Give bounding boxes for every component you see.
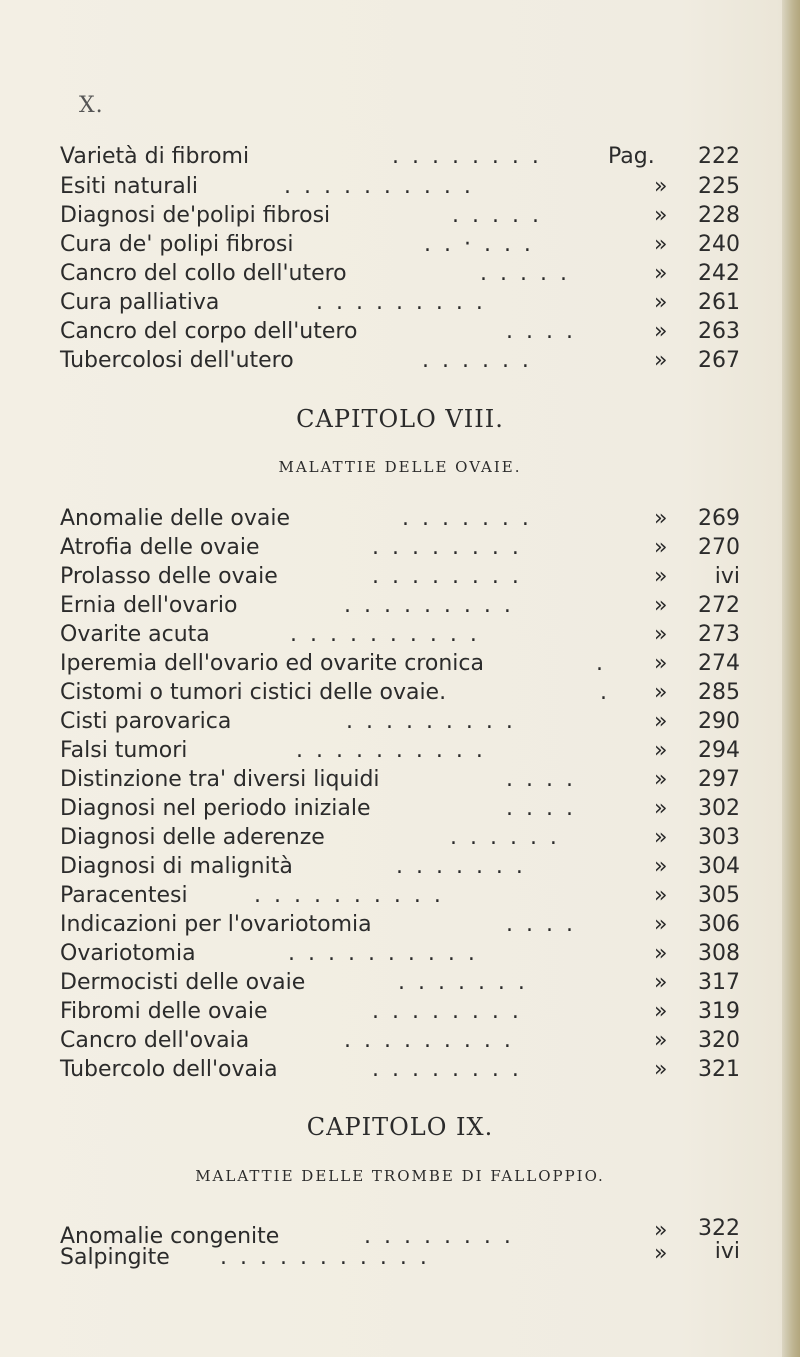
entry-page-number: ivi xyxy=(714,564,740,589)
entry-leader-dots: . . . . . . . . . . xyxy=(284,174,474,199)
entry-page-ref: » xyxy=(654,796,668,821)
entry-page-number: ivi xyxy=(714,1239,740,1264)
toc-entry xyxy=(60,824,740,852)
entry-title: Ovariotomia xyxy=(60,941,196,966)
entry-title: Tubercolosi dell'utero xyxy=(60,348,294,373)
entry-leader-dots: . . . . . . . . xyxy=(372,535,522,560)
entry-page-ref: » xyxy=(654,941,668,966)
toc-entry xyxy=(60,969,740,997)
entry-page-number: 269 xyxy=(698,506,740,531)
toc-entry xyxy=(60,347,740,375)
entry-leader-dots: . . . . . . . . . xyxy=(316,290,486,315)
entry-page-ref: » xyxy=(654,348,668,373)
entry-title: Tubercolo dell'ovaia xyxy=(60,1057,278,1082)
entry-title: Diagnosi delle aderenze xyxy=(60,825,325,850)
entry-title: Cura palliativa xyxy=(60,290,220,315)
entry-leader-dots: . . . . . . . . xyxy=(372,564,522,589)
entry-page-number: 305 xyxy=(698,883,740,908)
entry-page-ref: » xyxy=(654,506,668,531)
toc-entry xyxy=(60,1239,740,1272)
entry-page-number: 270 xyxy=(698,535,740,560)
entry-page-number: 306 xyxy=(698,912,740,937)
toc-entry xyxy=(60,534,740,562)
entry-page-ref: » xyxy=(654,290,668,315)
chapter-subtitle: MALATTIE DELLE TROMBE DI FALLOPPIO. xyxy=(195,1167,605,1185)
entry-page-ref: » xyxy=(654,1057,668,1082)
entry-title: Esiti naturali xyxy=(60,174,198,199)
entry-page-number: 261 xyxy=(698,290,740,315)
entry-leader-dots: . . . . . . . . xyxy=(392,144,542,169)
entry-title: Ovarite acuta xyxy=(60,622,210,647)
entry-page-number: 317 xyxy=(698,970,740,995)
entry-leader-dots: . . . . xyxy=(506,796,576,821)
entry-page-number: 304 xyxy=(698,854,740,879)
entry-title: Cancro dell'ovaia xyxy=(60,1028,250,1053)
entry-title: Falsi tumori xyxy=(60,738,188,763)
entry-title: Paracentesi xyxy=(60,883,188,908)
entry-leader-dots: . . . . . . . . xyxy=(372,1057,522,1082)
entry-page-number: 321 xyxy=(698,1057,740,1082)
toc-entry xyxy=(60,998,740,1026)
entry-page-number: 274 xyxy=(698,651,740,676)
entry-page-ref: » xyxy=(654,319,668,344)
toc-entry xyxy=(60,260,740,288)
entry-title: Ernia dell'ovario xyxy=(60,593,238,618)
toc-entry xyxy=(60,231,740,259)
entry-title: Cura de' polipi fibrosi xyxy=(60,232,294,257)
chapter-heading: CAPITOLO VIII. xyxy=(296,405,504,433)
entry-title: Diagnosi di malignità xyxy=(60,854,293,879)
entry-page-number: 319 xyxy=(698,999,740,1024)
entry-title: Atrofia delle ovaie xyxy=(60,535,260,560)
entry-title: Cistomi o tumori cistici delle ovaie. xyxy=(60,680,447,705)
toc-entry xyxy=(60,592,740,620)
entry-leader-dots: . . · . . . xyxy=(424,232,534,257)
entry-leader-dots: . . . . . . . . . . xyxy=(288,941,478,966)
toc-entry xyxy=(60,318,740,346)
entry-title: Varietà di fibromi xyxy=(60,144,250,169)
entry-page-ref: » xyxy=(654,767,668,792)
entry-title: Cancro del corpo dell'utero xyxy=(60,319,358,344)
entry-page-ref: » xyxy=(654,912,668,937)
toc-entry xyxy=(60,882,740,910)
entry-page-number: 240 xyxy=(698,232,740,257)
entry-page-number: 273 xyxy=(698,622,740,647)
entry-page-ref: » xyxy=(654,261,668,286)
entry-page-ref: » xyxy=(654,203,668,228)
chapter-heading: CAPITOLO IX. xyxy=(306,1113,494,1141)
entry-page-number: 263 xyxy=(698,319,740,344)
entry-leader-dots: . . . . . . . . . . xyxy=(290,622,480,647)
entry-page-ref: » xyxy=(654,999,668,1024)
entry-title: Anomalie delle ovaie xyxy=(60,506,290,531)
toc-entry xyxy=(60,650,740,678)
entry-page-ref: » xyxy=(654,1028,668,1053)
entry-page-ref: » xyxy=(654,1218,668,1243)
entry-leader-dots: . . . . . xyxy=(452,203,542,228)
entry-leader-dots: . . . . xyxy=(506,319,576,344)
entry-leader-dots: . . . . . . . xyxy=(398,970,528,995)
entry-leader-dots: . . . . . . xyxy=(450,825,560,850)
entry-page-ref: » xyxy=(654,970,668,995)
toc-entry xyxy=(60,940,740,968)
page-edge xyxy=(782,0,800,1357)
toc-entry xyxy=(60,911,740,939)
entry-leader-dots: . . . . . . . . . xyxy=(344,593,514,618)
entry-page-number: 294 xyxy=(698,738,740,763)
entry-title: Distinzione tra' diversi liquidi xyxy=(60,767,380,792)
entry-leader-dots: . . . . . . . . xyxy=(372,999,522,1024)
toc-entry xyxy=(60,679,740,707)
entry-page-ref: » xyxy=(654,232,668,257)
entry-page-ref: » xyxy=(654,709,668,734)
entry-leader-dots: . . . . . . xyxy=(422,348,532,373)
toc-entry xyxy=(60,621,740,649)
entry-page-number: 267 xyxy=(698,348,740,373)
toc-entry xyxy=(60,143,740,171)
entry-page-ref: » xyxy=(654,883,668,908)
entry-leader-dots: . . . . . . . . xyxy=(364,1224,514,1249)
entry-page-number: 302 xyxy=(698,796,740,821)
entry-page-ref: » xyxy=(654,854,668,879)
entry-page-number: 322 xyxy=(698,1216,740,1241)
entry-leader-dots: . . . . xyxy=(506,767,576,792)
entry-leader-dots: . . . . . . . . . xyxy=(344,1028,514,1053)
entry-title: Dermocisti delle ovaie xyxy=(60,970,306,995)
entry-page-ref: » xyxy=(654,738,668,763)
entry-leader-dots: . . . . . . . . . . . xyxy=(220,1245,430,1270)
entry-title: Cancro del collo dell'utero xyxy=(60,261,347,286)
entry-page-number: 297 xyxy=(698,767,740,792)
entry-page-ref: » xyxy=(654,174,668,199)
toc-entry xyxy=(60,737,740,765)
toc-entry xyxy=(60,563,740,591)
page-number: X. xyxy=(79,93,104,118)
entry-title: Diagnosi de'polipi fibrosi xyxy=(60,203,331,228)
toc-entry xyxy=(60,1056,740,1084)
entry-title: Anomalie congenite xyxy=(60,1224,280,1249)
entry-leader-dots: . . . . xyxy=(506,912,576,937)
entry-leader-dots: . . . . . . . . . . xyxy=(296,738,486,763)
entry-leader-dots: . . . . . . . . . xyxy=(346,709,516,734)
entry-page-ref: » xyxy=(654,564,668,589)
entry-page-number: 225 xyxy=(698,174,740,199)
entry-title: Cisti parovarica xyxy=(60,709,232,734)
entry-leader-dots: . . . . . . . xyxy=(396,854,526,879)
entry-page-number: 228 xyxy=(698,203,740,228)
entry-leader-dots: . xyxy=(600,680,610,705)
toc-entry xyxy=(60,289,740,317)
entry-page-ref: » xyxy=(654,1241,668,1266)
entry-page-number: 285 xyxy=(698,680,740,705)
entry-page-number: 222 xyxy=(698,144,740,169)
entry-page-number: 303 xyxy=(698,825,740,850)
entry-page-number: 272 xyxy=(698,593,740,618)
toc-entry xyxy=(60,853,740,881)
chapter-subtitle: MALATTIE DELLE OVAIE. xyxy=(278,458,522,476)
entry-leader-dots: . xyxy=(596,651,606,676)
toc-entry xyxy=(60,1027,740,1055)
entry-leader-dots: . . . . . . . . . . xyxy=(254,883,444,908)
entry-title: Indicazioni per l'ovariotomia xyxy=(60,912,372,937)
toc-entry xyxy=(60,708,740,736)
entry-title: Diagnosi nel periodo iniziale xyxy=(60,796,371,821)
entry-page-ref: » xyxy=(654,825,668,850)
toc-entry xyxy=(60,766,740,794)
entry-page-ref: » xyxy=(654,651,668,676)
entry-title: Iperemia dell'ovario ed ovarite cronica xyxy=(60,651,484,676)
entry-page-ref: Pag. xyxy=(608,144,655,169)
entry-title: Salpingite xyxy=(60,1245,170,1270)
entry-page-number: 242 xyxy=(698,261,740,286)
entry-leader-dots: . . . . . . . xyxy=(402,506,532,531)
entry-page-ref: » xyxy=(654,680,668,705)
toc-entry xyxy=(60,173,740,201)
entry-page-ref: » xyxy=(654,535,668,560)
entry-page-ref: » xyxy=(654,622,668,647)
entry-page-number: 320 xyxy=(698,1028,740,1053)
entry-leader-dots: . . . . . xyxy=(480,261,570,286)
entry-page-number: 308 xyxy=(698,941,740,966)
entry-title: Prolasso delle ovaie xyxy=(60,564,278,589)
toc-entry xyxy=(60,202,740,230)
entry-title: Fibromi delle ovaie xyxy=(60,999,268,1024)
entry-page-number: 290 xyxy=(698,709,740,734)
toc-entry xyxy=(60,795,740,823)
entry-page-ref: » xyxy=(654,593,668,618)
toc-entry xyxy=(60,505,740,533)
